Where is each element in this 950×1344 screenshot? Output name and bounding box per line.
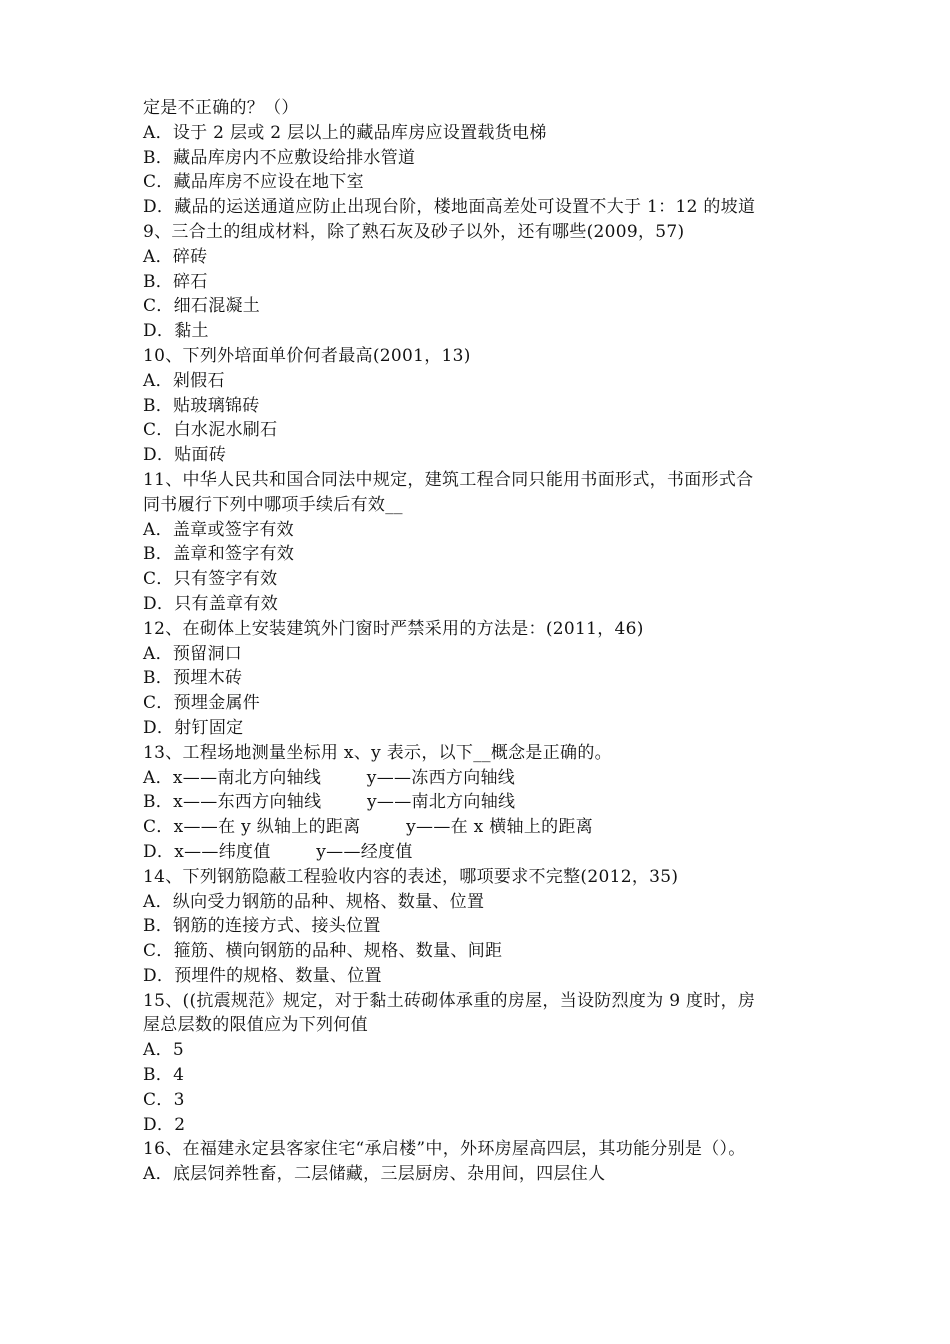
question-12-option-a: A．预留洞口 (143, 643, 243, 664)
question-16-option-a: A．底层饲养牲畜，二层储藏，三层厨房、杂用间，四层住人 (143, 1164, 606, 1185)
document-body (143, 96, 815, 1187)
question-14-option-b: B．钢筋的连接方式、接头位置 (143, 916, 381, 937)
question-11-option-b: B．盖章和签字有效 (143, 544, 295, 565)
question-8-option-a: A．设于 2 层或 2 层以上的藏品库房应设置载货电梯 (143, 122, 547, 143)
question-14-option-d: D．预埋件的规格、数量、位置 (143, 965, 382, 986)
question-8-stem-continuation: 定是不正确的？（） (143, 98, 299, 118)
question-11-option-d: D．只有盖章有效 (143, 593, 279, 614)
question-8-option-d: D．藏品的运送通道应防止出现台阶，楼地面高差处可设置不大于 1：12 的坡道 (143, 197, 756, 218)
question-9-option-a: A．碎砖 (143, 246, 208, 267)
question-11-option-c: C．只有签字有效 (143, 569, 278, 590)
question-9-option-c: C．细石混凝土 (143, 296, 261, 317)
question-10-stem: 10、下列外培面单价何者最高(2001，13) (143, 345, 471, 366)
question-14-stem: 14、下列钢筋隐蔽工程验收内容的表述，哪项要求不完整(2012，35) (143, 866, 679, 887)
question-8-option-b: B．藏品库房内不应敷设给排水管道 (143, 147, 416, 168)
question-13-option-c: C．x——在 y 纵轴上的距离 y——在 x 横轴上的距离 (143, 817, 594, 838)
question-9-stem: 9、三合土的组成材料，除了熟石灰及砂子以外，还有哪些(2009，57) (143, 221, 685, 242)
question-10-option-b: B．贴玻璃锦砖 (143, 395, 260, 416)
question-14-option-a: A．纵向受力钢筋的品种、规格、数量、位置 (143, 891, 485, 912)
question-15-stem-line-1: 15、((抗震规范》规定，对于黏土砖砌体承重的房屋，当设防烈度为 9 度时，房 (143, 990, 756, 1011)
question-12-option-c: C．预埋金属件 (143, 693, 261, 714)
question-15-option-d: D．2 (143, 1114, 186, 1135)
question-9-option-d: D．黏土 (143, 321, 209, 342)
question-13-option-d: D．x——纬度值 y——经度值 (143, 841, 413, 862)
question-15-option-c: C．3 (143, 1089, 185, 1110)
question-16-stem: 16、在福建永定县客家住宅“承启楼”中，外环房屋高四层，其功能分别是（）。 (143, 1139, 746, 1160)
question-10-option-a: A．剁假石 (143, 370, 225, 391)
question-9-option-b: B．碎石 (143, 271, 208, 292)
question-13-option-b: B．x——东西方向轴线 y——南北方向轴线 (143, 792, 516, 813)
question-13-option-a: A．x——南北方向轴线 y——冻西方向轴线 (143, 767, 516, 788)
question-15-stem-line-2: 屋总层数的限值应为下列何值 (143, 1015, 368, 1036)
question-12-stem: 12、在砌体上安装建筑外门窗时严禁采用的方法是：(2011，46) (143, 618, 644, 639)
question-8-option-c: C．藏品库房不应设在地下室 (143, 172, 364, 193)
question-15-option-a: A．5 (143, 1040, 184, 1061)
question-11-option-a: A．盖章或签字有效 (143, 519, 294, 540)
question-13-stem: 13、工程场地测量坐标用 x、y 表示，以下__概念是正确的。 (143, 742, 612, 763)
question-15-option-b: B．4 (143, 1065, 185, 1086)
question-10-option-c: C．白水泥水刷石 (143, 420, 278, 441)
question-14-option-c: C．箍筋、横向钢筋的品种、规格、数量、间距 (143, 941, 503, 962)
question-12-option-d: D．射钉固定 (143, 717, 244, 738)
question-10-option-d: D．贴面砖 (143, 445, 227, 466)
question-11-stem-line-2: 同书履行下列中哪项手续后有效__ (143, 494, 403, 515)
question-12-option-b: B．预埋木砖 (143, 668, 243, 689)
question-11-stem-line-1: 11、中华人民共和国合同法中规定，建筑工程合同只能用书面形式，书面形式合 (143, 469, 754, 490)
